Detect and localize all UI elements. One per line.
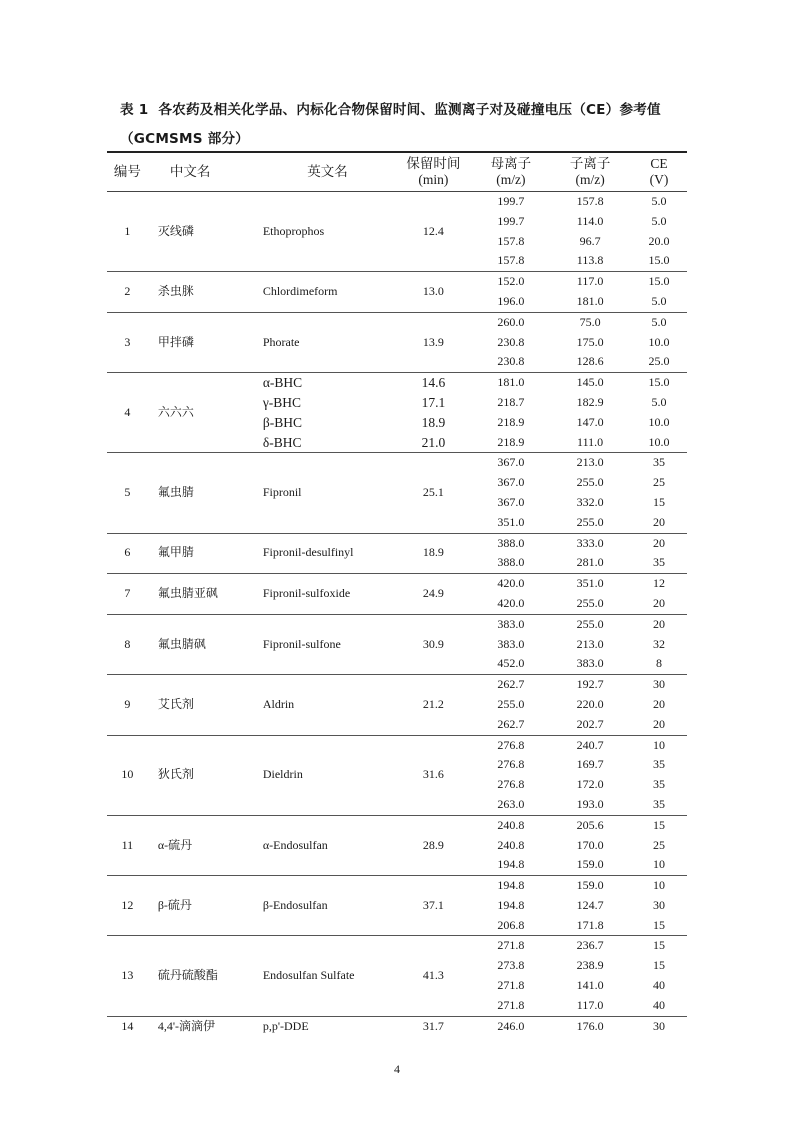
compound-en-name: p,p'-DDE xyxy=(262,1018,309,1033)
precursor-ion: 271.8 xyxy=(497,997,525,1012)
product-ion: 281.0 xyxy=(576,555,604,570)
product-ion: 205.6 xyxy=(576,817,604,832)
product-ion: 202.7 xyxy=(576,716,604,731)
compound-group xyxy=(107,876,687,936)
header-product-ion: 子离子 (m/z) xyxy=(569,156,611,187)
table-row xyxy=(107,815,687,835)
compound-group xyxy=(107,533,687,574)
collision-energy: 30 xyxy=(653,1018,666,1033)
precursor-ion: 276.8 xyxy=(497,737,525,752)
collision-energy: 15 xyxy=(653,938,666,953)
product-ion: 351.0 xyxy=(576,576,604,591)
compound-group xyxy=(107,1016,687,1036)
collision-energy: 5.0 xyxy=(651,194,667,208)
table-row xyxy=(107,192,687,212)
compound-number: 10 xyxy=(121,767,134,782)
product-ion: 175.0 xyxy=(576,334,604,349)
collision-energy: 15 xyxy=(653,817,666,832)
product-ion: 128.6 xyxy=(576,354,604,369)
retention-time: 12.4 xyxy=(422,223,444,238)
compound-en-name: Fipronil-desulfinyl xyxy=(262,545,354,560)
precursor-ion: 240.8 xyxy=(497,837,525,852)
table-row xyxy=(107,614,687,634)
table-row xyxy=(107,272,687,292)
precursor-ion: 263.0 xyxy=(497,796,525,811)
header-precursor-ion: 母离子 (m/z) xyxy=(490,156,532,187)
compound-group xyxy=(107,614,687,674)
compound-cn-name: 六六六 xyxy=(157,404,194,419)
product-ion: 383.0 xyxy=(576,656,604,671)
compound-en-name: α-Endosulfan xyxy=(262,837,328,852)
product-ion: 124.7 xyxy=(576,897,604,912)
collision-energy: 5.0 xyxy=(651,394,667,409)
table-title: 各农药及相关化学品、内标化合物保留时间、监测离子对及碰撞电压（CE）参考值 xyxy=(158,102,661,118)
collision-energy: 20 xyxy=(653,535,666,550)
product-ion: 169.7 xyxy=(576,757,604,772)
compound-cn-name: 狄氏剂 xyxy=(157,767,194,782)
compound-en-name: γ-BHC xyxy=(262,394,302,410)
retention-time: 28.9 xyxy=(422,837,444,852)
compound-en-name: Dieldrin xyxy=(262,767,303,782)
collision-energy: 35 xyxy=(653,455,666,470)
precursor-ion: 262.7 xyxy=(497,677,525,692)
collision-energy: 15.0 xyxy=(648,253,670,268)
product-ion: 213.0 xyxy=(576,636,604,651)
compound-number: 2 xyxy=(124,284,131,299)
product-ion: 181.0 xyxy=(576,293,604,308)
precursor-ion: 262.7 xyxy=(497,716,525,731)
precursor-ion: 157.8 xyxy=(497,253,525,268)
product-ion: 147.0 xyxy=(576,414,604,429)
compound-cn-name: 甲拌磷 xyxy=(157,334,194,349)
precursor-ion: 273.8 xyxy=(497,958,525,973)
collision-energy: 10 xyxy=(653,857,666,872)
collision-energy: 20 xyxy=(653,514,666,529)
compound-group xyxy=(107,312,687,372)
precursor-ion: 452.0 xyxy=(497,656,525,671)
table-caption xyxy=(120,96,690,154)
product-ion: 117.0 xyxy=(576,274,604,289)
compound-cn-name: 氟虫腈 xyxy=(157,485,194,500)
product-ion: 193.0 xyxy=(576,796,604,811)
compound-group xyxy=(107,735,687,815)
retention-time: 14.6 xyxy=(421,375,446,391)
retention-time: 21.2 xyxy=(422,696,444,711)
precursor-ion: 276.8 xyxy=(497,757,525,772)
collision-energy: 25 xyxy=(653,475,666,490)
collision-energy: 35 xyxy=(653,796,666,811)
collision-energy: 10.0 xyxy=(648,434,670,449)
compound-number: 5 xyxy=(124,485,131,500)
compound-number: 4 xyxy=(124,404,131,419)
compound-group xyxy=(107,815,687,875)
collision-energy: 10 xyxy=(653,737,666,752)
product-ion: 220.0 xyxy=(576,696,604,711)
compound-en-name: Aldrin xyxy=(262,696,295,711)
precursor-ion: 194.8 xyxy=(497,878,525,893)
precursor-ion: 157.8 xyxy=(497,233,525,248)
compound-group xyxy=(107,192,687,272)
precursor-ion: 383.0 xyxy=(497,636,525,651)
product-ion: 113.8 xyxy=(576,253,604,268)
table-row xyxy=(107,936,687,956)
precursor-ion: 181.0 xyxy=(497,375,525,390)
retention-time: 13.0 xyxy=(422,284,444,299)
table-row xyxy=(107,1016,687,1036)
collision-energy: 20.0 xyxy=(648,233,670,248)
retention-time: 25.1 xyxy=(422,485,444,500)
header-cn-name: 中文名 xyxy=(169,164,211,179)
product-ion: 255.0 xyxy=(576,616,604,631)
precursor-ion: 351.0 xyxy=(497,514,525,529)
collision-energy: 10.0 xyxy=(648,334,670,349)
precursor-ion: 255.0 xyxy=(497,696,525,711)
compound-group xyxy=(107,272,687,313)
compound-number: 8 xyxy=(124,636,131,651)
compound-group xyxy=(107,936,687,1016)
collision-energy: 8 xyxy=(656,656,663,671)
collision-energy: 32 xyxy=(653,636,666,651)
retention-time: 13.9 xyxy=(422,334,444,349)
compound-cn-name: α-硫丹 xyxy=(157,837,193,852)
compound-group xyxy=(107,373,687,453)
product-ion: 240.7 xyxy=(576,737,604,752)
compound-en-name: β-BHC xyxy=(262,414,302,430)
table-row xyxy=(107,735,687,755)
header-en-name: 英文名 xyxy=(307,164,348,179)
compound-group xyxy=(107,675,687,735)
table-row xyxy=(107,373,687,393)
product-ion: 236.7 xyxy=(576,938,604,953)
header-retention-time: 保留时间 (min) xyxy=(406,156,461,187)
precursor-ion: 420.0 xyxy=(497,576,525,591)
precursor-ion: 260.0 xyxy=(497,314,525,329)
precursor-ion: 218.9 xyxy=(497,414,525,429)
precursor-ion: 194.8 xyxy=(497,857,525,872)
retention-time: 37.1 xyxy=(422,897,444,912)
collision-energy: 15.0 xyxy=(648,274,670,289)
compound-number: 14 xyxy=(121,1018,134,1033)
product-ion: 114.0 xyxy=(576,213,604,228)
product-ion: 332.0 xyxy=(576,494,604,509)
compound-number: 3 xyxy=(124,334,131,349)
compound-number: 7 xyxy=(124,586,131,601)
compound-cn-name: 硫丹硫酸酯 xyxy=(157,968,218,983)
table-row xyxy=(107,453,687,473)
header-ce: CE (V) xyxy=(649,156,669,187)
product-ion: 333.0 xyxy=(576,535,604,550)
precursor-ion: 230.8 xyxy=(497,334,525,349)
precursor-ion: 152.0 xyxy=(497,274,525,289)
collision-energy: 35 xyxy=(653,777,666,792)
collision-energy: 5.0 xyxy=(651,293,667,308)
product-ion: 170.0 xyxy=(576,837,604,852)
compound-cn-name: 氟虫腈砜 xyxy=(157,636,206,651)
table-row xyxy=(107,574,687,594)
precursor-ion: 388.0 xyxy=(497,555,525,570)
compound-number: 6 xyxy=(124,545,131,560)
precursor-ion: 199.7 xyxy=(497,213,525,228)
compound-en-name: α-BHC xyxy=(262,375,303,391)
retention-time: 21.0 xyxy=(421,434,446,450)
collision-energy: 5.0 xyxy=(651,213,667,228)
compound-en-name: Fipronil-sulfoxide xyxy=(262,586,351,601)
product-ion: 171.8 xyxy=(576,917,604,932)
collision-energy: 10 xyxy=(653,878,666,893)
compound-en-name: β-Endosulfan xyxy=(262,897,328,912)
precursor-ion: 383.0 xyxy=(497,616,525,631)
product-ion: 111.0 xyxy=(577,434,604,449)
collision-energy: 20 xyxy=(653,696,666,711)
precursor-ion: 206.8 xyxy=(497,917,525,932)
page-number: 4 xyxy=(394,1062,400,1076)
compound-group xyxy=(107,574,687,615)
compound-number: 12 xyxy=(121,897,134,912)
product-ion: 213.0 xyxy=(576,455,604,470)
collision-energy: 40 xyxy=(653,997,666,1012)
collision-energy: 15 xyxy=(653,494,666,509)
retention-time: 24.9 xyxy=(422,586,444,601)
retention-time: 18.9 xyxy=(421,414,446,430)
precursor-ion: 199.7 xyxy=(497,194,525,208)
precursor-ion: 367.0 xyxy=(497,494,525,509)
caption-line-1 xyxy=(120,96,690,125)
compound-number: 9 xyxy=(124,696,131,711)
compound-cn-name: 艾氏剂 xyxy=(157,696,194,711)
header-no: 编号 xyxy=(113,164,141,179)
product-ion: 157.8 xyxy=(576,194,604,208)
precursor-ion: 240.8 xyxy=(497,817,525,832)
table-header xyxy=(107,152,687,192)
product-ion: 75.0 xyxy=(579,314,601,329)
precursor-ion: 420.0 xyxy=(497,595,525,610)
product-ion: 255.0 xyxy=(576,514,604,529)
compound-en-name: Fipronil xyxy=(262,485,302,500)
compound-en-name: Phorate xyxy=(262,334,300,349)
compound-number: 11 xyxy=(121,837,134,852)
compound-en-name: δ-BHC xyxy=(262,434,302,450)
product-ion: 145.0 xyxy=(576,375,604,390)
product-ion: 255.0 xyxy=(576,595,604,610)
precursor-ion: 388.0 xyxy=(497,535,525,550)
precursor-ion: 196.0 xyxy=(497,293,525,308)
product-ion: 182.9 xyxy=(576,394,604,409)
compound-number: 13 xyxy=(121,968,134,983)
collision-energy: 20 xyxy=(653,616,666,631)
collision-energy: 30 xyxy=(653,897,666,912)
collision-energy: 20 xyxy=(653,595,666,610)
compound-en-name: Ethoprophos xyxy=(262,223,325,238)
product-ion: 141.0 xyxy=(576,978,604,993)
retention-time: 41.3 xyxy=(422,968,444,983)
compound-cn-name: 氟甲腈 xyxy=(157,545,194,560)
table-row xyxy=(107,675,687,695)
product-ion: 96.7 xyxy=(579,233,601,248)
product-ion: 172.0 xyxy=(576,777,604,792)
compound-cn-name: β-硫丹 xyxy=(157,897,192,912)
compound-en-name: Chlordimeform xyxy=(262,284,338,299)
collision-energy: 35 xyxy=(653,555,666,570)
product-ion: 176.0 xyxy=(576,1018,604,1033)
table-number: 表 1 xyxy=(120,102,149,118)
precursor-ion: 367.0 xyxy=(497,455,525,470)
retention-time: 17.1 xyxy=(421,394,446,410)
collision-energy: 25 xyxy=(653,837,666,852)
collision-energy: 30 xyxy=(653,677,666,692)
compound-cn-name: 氟虫腈亚砜 xyxy=(157,586,218,601)
collision-energy: 15.0 xyxy=(648,375,670,390)
table-row xyxy=(107,312,687,332)
retention-time: 30.9 xyxy=(422,636,444,651)
product-ion: 192.7 xyxy=(576,677,604,692)
precursor-ion: 218.7 xyxy=(497,394,525,409)
compound-cn-name: 4,4'-滴滴伊 xyxy=(157,1018,215,1033)
compound-en-name: Fipronil-sulfone xyxy=(262,636,341,651)
collision-energy: 10.0 xyxy=(648,414,670,429)
product-ion: 159.0 xyxy=(576,878,604,893)
table-row xyxy=(107,876,687,896)
compound-number: 1 xyxy=(124,223,131,238)
retention-time: 31.6 xyxy=(422,767,444,782)
product-ion: 238.9 xyxy=(576,958,604,973)
collision-energy: 5.0 xyxy=(651,314,667,329)
product-ion: 117.0 xyxy=(576,997,604,1012)
collision-energy: 15 xyxy=(653,917,666,932)
caption-subtitle: （GCMSMS 部分） xyxy=(120,131,250,147)
precursor-ion: 246.0 xyxy=(497,1018,525,1033)
compound-cn-name: 杀虫脒 xyxy=(157,284,194,299)
collision-energy: 12 xyxy=(653,576,666,591)
retention-time: 31.7 xyxy=(422,1018,444,1033)
precursor-ion: 271.8 xyxy=(497,978,525,993)
product-ion: 159.0 xyxy=(576,857,604,872)
compound-en-name: Endosulfan Sulfate xyxy=(262,968,355,983)
precursor-ion: 194.8 xyxy=(497,897,525,912)
pesticide-table xyxy=(107,151,687,1036)
precursor-ion: 367.0 xyxy=(497,475,525,490)
retention-time: 18.9 xyxy=(422,545,444,560)
precursor-ion: 271.8 xyxy=(497,938,525,953)
precursor-ion: 276.8 xyxy=(497,777,525,792)
precursor-ion: 218.9 xyxy=(497,434,525,449)
collision-energy: 40 xyxy=(653,978,666,993)
compound-group xyxy=(107,453,687,533)
collision-energy: 20 xyxy=(653,716,666,731)
product-ion: 255.0 xyxy=(576,475,604,490)
compound-cn-name: 灭线磷 xyxy=(157,223,194,238)
table-row xyxy=(107,533,687,553)
collision-energy: 15 xyxy=(653,958,666,973)
precursor-ion: 230.8 xyxy=(497,354,525,369)
collision-energy: 25.0 xyxy=(648,354,670,369)
collision-energy: 35 xyxy=(653,757,666,772)
